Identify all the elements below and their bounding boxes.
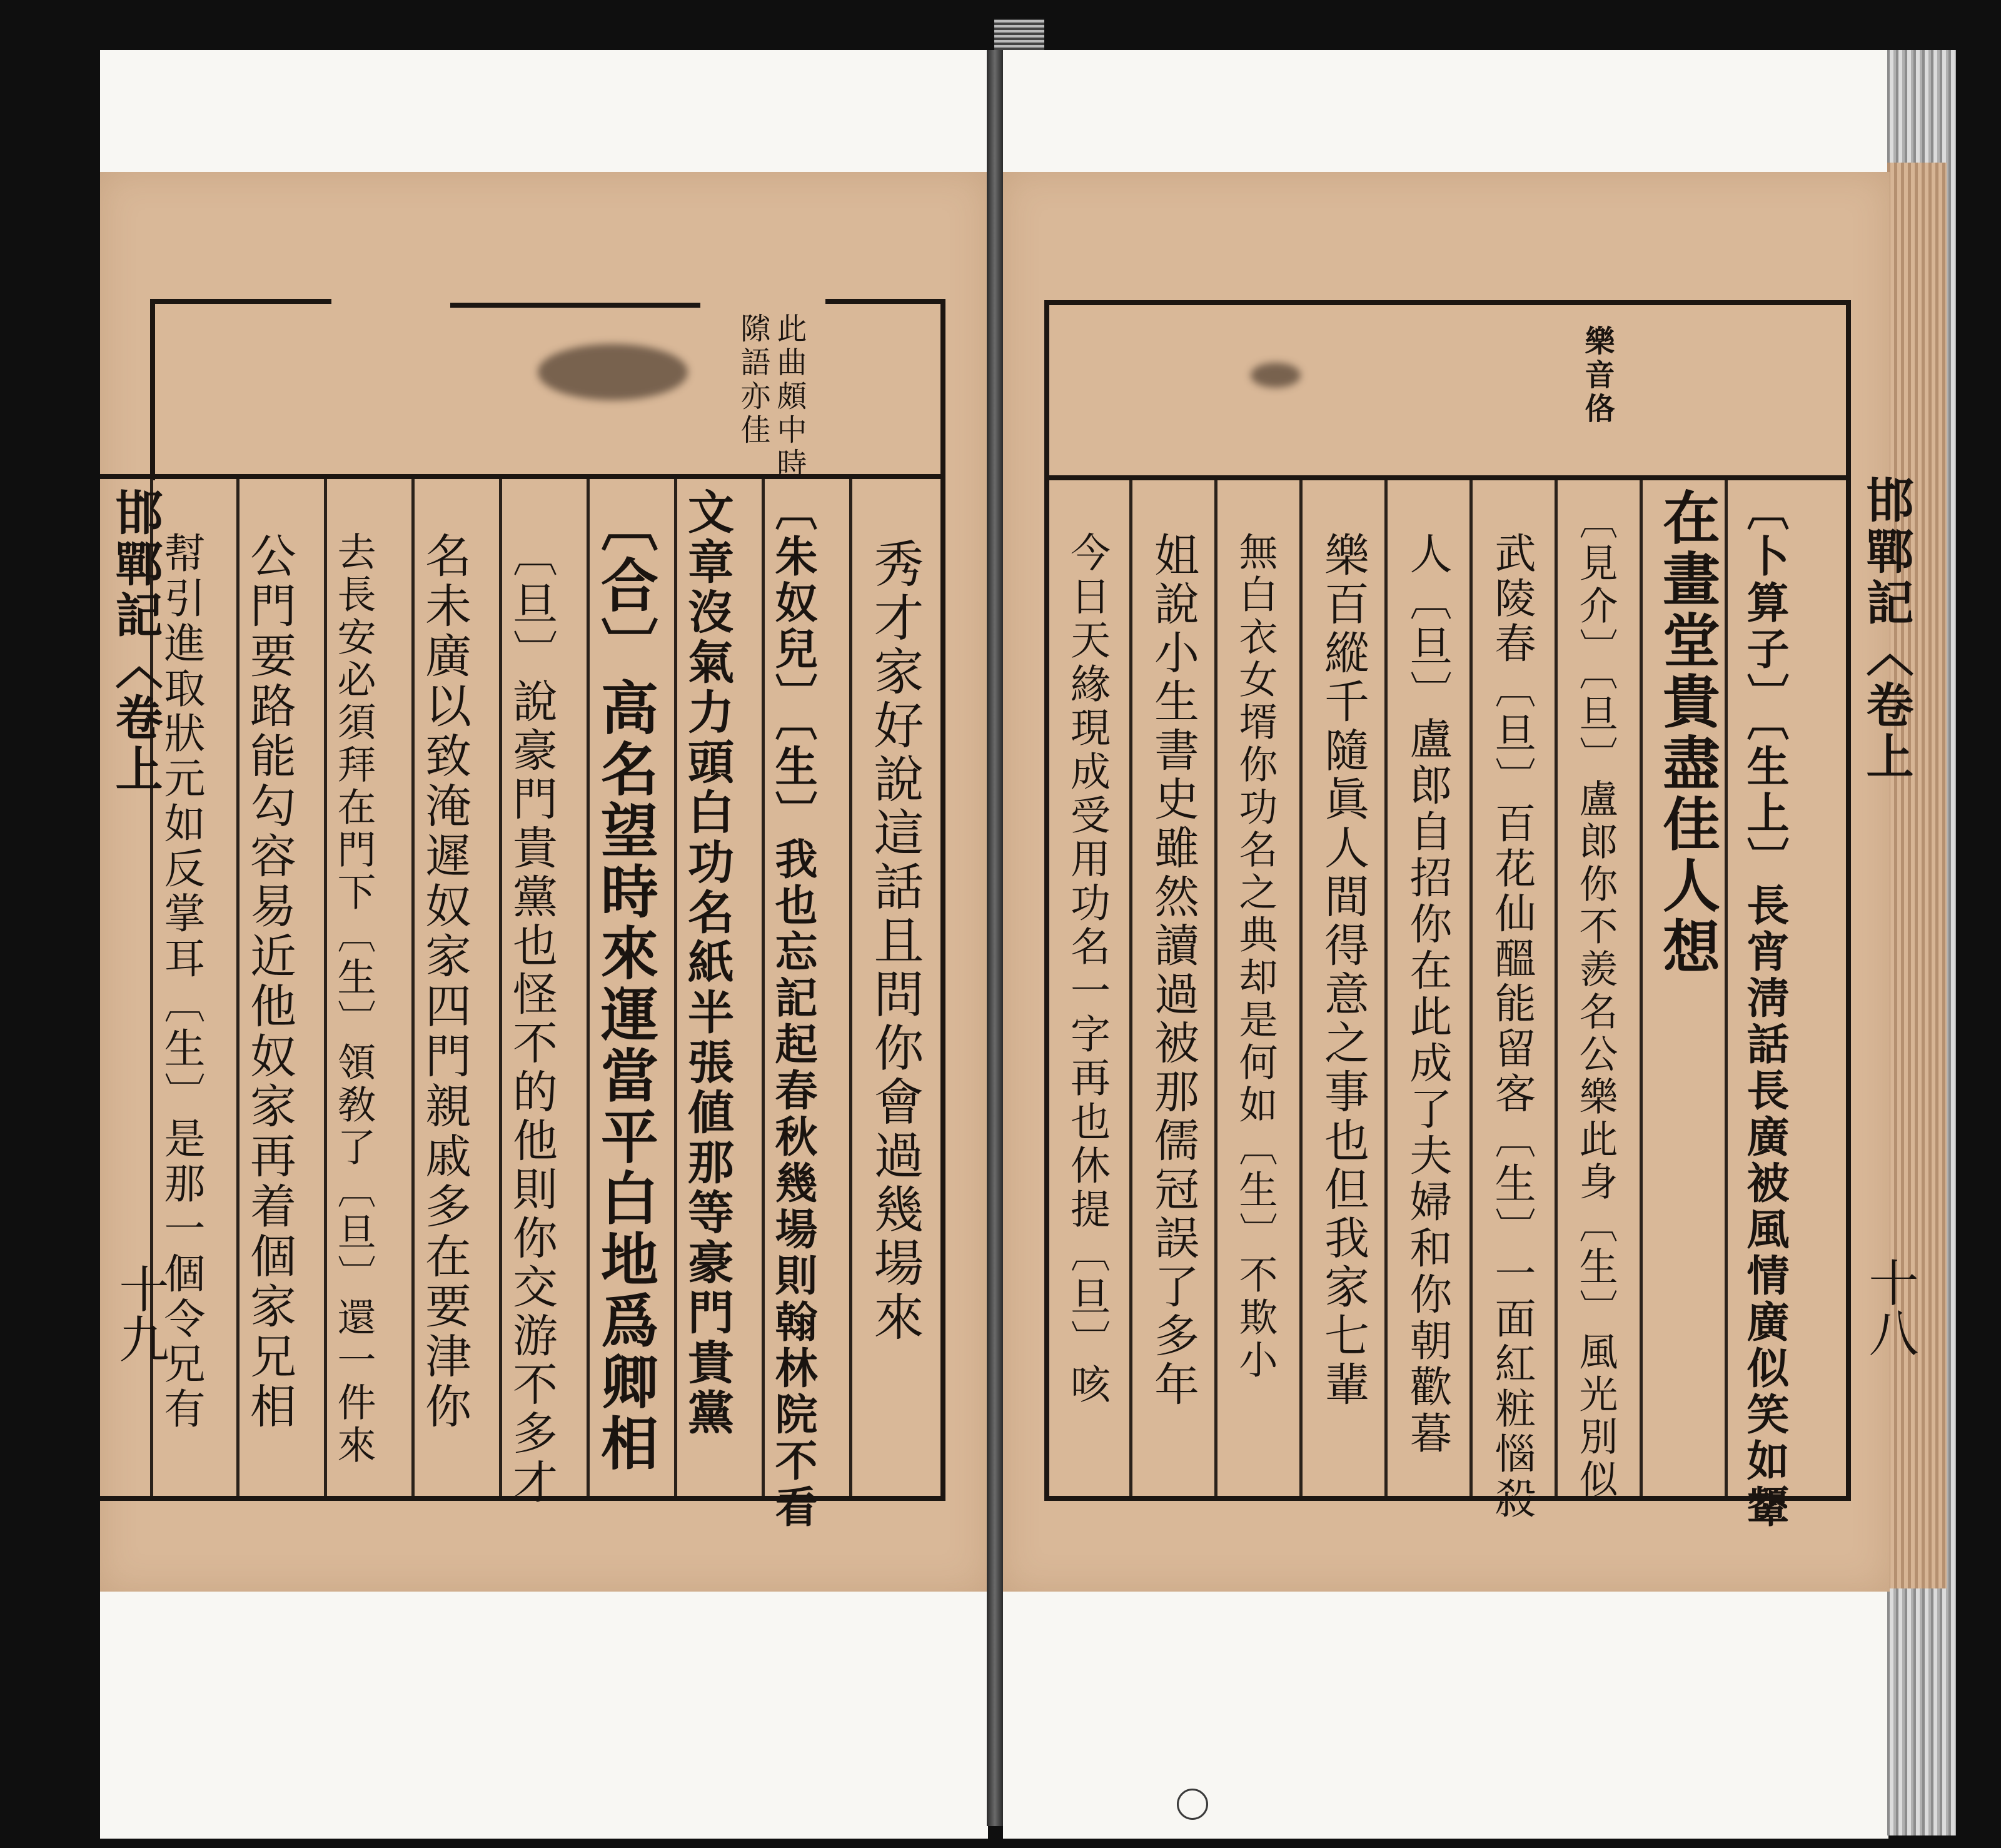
library-seal-icon: [1177, 1789, 1208, 1820]
left-side-title: 邯鄲記〈卷上: [108, 488, 163, 795]
left-col-1: 秀才家好說這話且問你會過幾場來: [865, 538, 924, 1345]
left-column-rule: [587, 479, 590, 1496]
right-col-5: 人〔旦〕盧郎自招你在此成了夫婦和你朝歡暮: [1403, 532, 1452, 1457]
right-col-3: 〔見介〕〔旦〕盧郎你不羨名公樂此身〔生〕風光別似: [1573, 500, 1618, 1502]
right-column-rule: [1214, 480, 1217, 1496]
right-col-4: 武陵春〔旦〕百花仙醞能留客〔生〕一面紅粧惱殺: [1488, 532, 1536, 1522]
ink-smudge: [538, 344, 688, 400]
right-column-rule: [1129, 480, 1132, 1496]
binding-strip: [994, 19, 1044, 50]
left-col-5: 〔旦〕說豪門貴黨也怪不的他則你交游不多才: [505, 532, 558, 1507]
right-page-number: 十八: [1860, 1257, 1918, 1357]
right-col-8: 姐說小生書史雖然讀過被那儒冠誤了多年: [1147, 532, 1199, 1410]
left-col-3: 文章沒氣力頭白功名紙半張値那等豪門貴黨: [680, 488, 734, 1438]
left-page-number: 十九: [111, 1263, 169, 1363]
left-col-8: 公門要路能勾容易近他奴家再着個家兄相: [243, 532, 296, 1432]
left-top-rule-2: [450, 303, 700, 308]
ink-mark: [1251, 363, 1301, 388]
left-top-rule: [150, 299, 331, 304]
right-col-6: 樂百縱千隨眞人間得意之事也但我家七輩: [1317, 532, 1369, 1410]
right-header-frame: [1044, 300, 1851, 482]
left-column-rule: [849, 479, 852, 1496]
book-gutter: [987, 50, 1003, 1826]
left-column-rule: [674, 479, 677, 1496]
right-column-rule: [1640, 480, 1643, 1496]
right-header-note: 樂音佫: [1580, 325, 1615, 427]
left-top-rule-3: [825, 299, 945, 304]
right-column-rule: [1384, 480, 1388, 1496]
right-col-9: 今日天緣現成受用功名一字再也休提〔旦〕咳: [1064, 532, 1110, 1407]
left-col-6: 名未廣以致淹遲奴家四門親戚多在要津你: [418, 532, 471, 1432]
left-column-rule: [762, 479, 765, 1496]
left-column-rule: [324, 479, 327, 1496]
right-column-rule: [1555, 480, 1558, 1496]
right-column-rule: [1725, 480, 1728, 1496]
left-col-4: 〔合〕高名望時來運當平白地爲卿相: [592, 494, 659, 1475]
left-col-2: 〔朱奴兒〕〔生〕我也忘記起春秋幾場則翰林院不看: [768, 488, 818, 1531]
left-column-rule: [236, 479, 239, 1496]
left-column-rule: [411, 479, 415, 1496]
left-header-frame: [150, 299, 945, 480]
left-col-7: 去長安必須拜在門下〔生〕領敎了〔旦〕還一件來: [331, 532, 376, 1467]
right-column-rule: [1469, 480, 1473, 1496]
right-column-rule: [1299, 480, 1303, 1496]
left-header-note-2: 𨻶語亦佳: [735, 313, 770, 448]
page-stack-paper-edge: [1887, 163, 1947, 1588]
right-col-1: 〔卜算子〕〔生上〕長宵淸話長廣被風情廣似笑如顰: [1740, 488, 1790, 1531]
right-col-7: 無白衣女壻你功名之典却是何如〔生〕不欺小: [1232, 532, 1278, 1382]
left-header-note-1: 此曲頗中時: [772, 313, 807, 482]
left-col-9: 幇引進取狀元如反掌耳〔生〕是那一個令兄有: [157, 532, 205, 1432]
right-side-title: 邯鄲記〈卷上: [1858, 475, 1914, 783]
right-col-2: 在畫堂貴盡佳人想: [1653, 488, 1721, 978]
left-column-rule: [499, 479, 502, 1496]
